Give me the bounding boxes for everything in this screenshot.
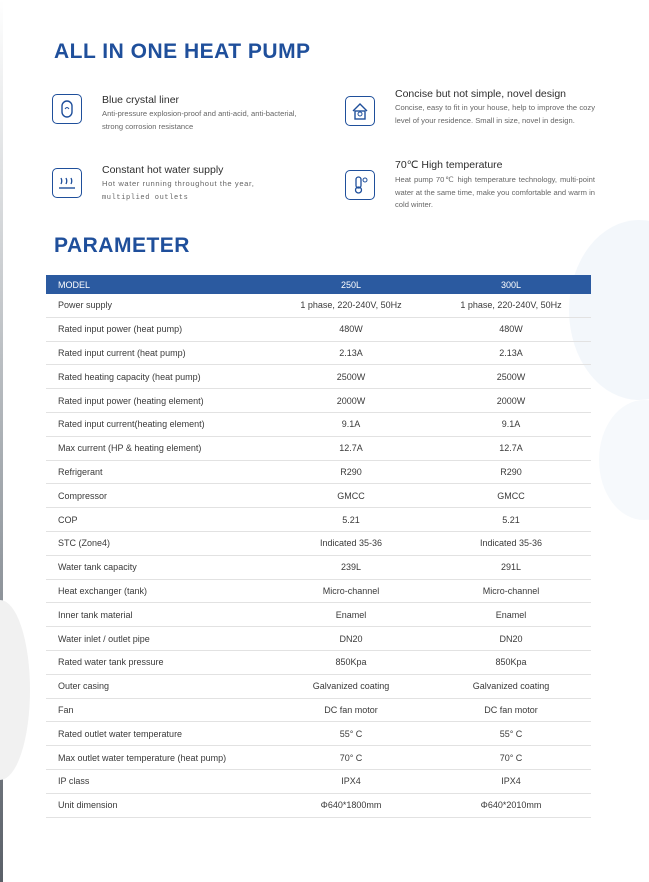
table-row	[46, 294, 591, 317]
cell-value: Indicated 35-36	[431, 531, 591, 555]
table-row	[46, 436, 591, 460]
parameter-table	[46, 275, 591, 818]
cell-value: 12.7A	[271, 436, 431, 460]
cell-value: GMCC	[431, 484, 591, 508]
cell-value: IPX4	[271, 769, 431, 793]
cell-value: Φ640*1800mm	[271, 793, 431, 817]
row-label: Max current (HP & heating element)	[46, 436, 271, 460]
cell-value: 480W	[271, 317, 431, 341]
row-label: Rated water tank pressure	[46, 650, 271, 674]
cell-value: 55° C	[431, 722, 591, 746]
row-label: Rated input power (heating element)	[46, 389, 271, 413]
table-row	[46, 317, 591, 341]
table-row	[46, 412, 591, 436]
main-heading: ALL IN ONE HEAT PUMP	[54, 40, 311, 63]
table-row	[46, 603, 591, 627]
cell-value: 70° C	[431, 746, 591, 770]
cell-value: 291L	[431, 555, 591, 579]
cell-value: Φ640*2010mm	[431, 793, 591, 817]
cell-value: 12.7A	[431, 436, 591, 460]
row-label: Max outlet water temperature (heat pump)	[46, 746, 271, 770]
cell-value: DC fan motor	[271, 698, 431, 722]
feature-title: Constant hot water supply	[102, 164, 224, 176]
cell-value: 2500W	[271, 365, 431, 389]
table-row	[46, 341, 591, 365]
feature-desc-line: multiplied outlets	[102, 193, 189, 202]
row-label: Water tank capacity	[46, 555, 271, 579]
cell-value: IPX4	[431, 769, 591, 793]
cell-value: Micro-channel	[431, 579, 591, 603]
cell-value: DN20	[271, 627, 431, 651]
house-icon	[345, 96, 375, 126]
table-row	[46, 579, 591, 603]
table-header-row	[46, 275, 591, 294]
table-row	[46, 531, 591, 555]
feature-desc: Heat pump 70℃ high temperature technology, multi-point water at the same time, make you comfortable and warm in cold winter.	[395, 175, 595, 209]
cell-value: 5.21	[271, 508, 431, 532]
cell-value: 850Kpa	[271, 650, 431, 674]
row-label: STC (Zone4)	[46, 531, 271, 555]
cell-value: 5.21	[431, 508, 591, 532]
decor-shape	[599, 400, 649, 520]
row-label: Unit dimension	[46, 793, 271, 817]
row-label: IP class	[46, 769, 271, 793]
feature-desc-line: Hot water running throughout the year,	[102, 179, 255, 188]
row-label: Rated input current(heating element)	[46, 412, 271, 436]
cell-value: 1 phase, 220-240V, 50Hz	[431, 294, 591, 317]
cell-value: 2.13A	[431, 341, 591, 365]
row-label: Rated heating capacity (heat pump)	[46, 365, 271, 389]
cell-value: DC fan motor	[431, 698, 591, 722]
feature-title: Blue crystal liner	[102, 94, 180, 106]
liner-icon	[52, 94, 82, 124]
parameter-heading: PARAMETER	[54, 234, 190, 257]
table-row	[46, 746, 591, 770]
column-header: 250L	[340, 279, 362, 290]
row-label: Inner tank material	[46, 603, 271, 627]
row-label: Heat exchanger (tank)	[46, 579, 271, 603]
table-row	[46, 698, 591, 722]
feature-title: 70℃ High temperature	[395, 159, 503, 171]
thermometer-icon	[345, 170, 375, 200]
cell-value: 2500W	[431, 365, 591, 389]
row-label: COP	[46, 508, 271, 532]
table-row	[46, 389, 591, 413]
row-label: Outer casing	[46, 674, 271, 698]
row-label: Rated input power (heat pump)	[46, 317, 271, 341]
cell-value: Enamel	[431, 603, 591, 627]
cell-value: 1 phase, 220-240V, 50Hz	[271, 294, 431, 317]
cell-value: 70° C	[271, 746, 431, 770]
column-header: MODEL	[58, 279, 91, 290]
cell-value: 2000W	[431, 389, 591, 413]
table-row	[46, 722, 591, 746]
row-label: Rated outlet water temperature	[46, 722, 271, 746]
cell-value: 480W	[431, 317, 591, 341]
cell-value: 9.1A	[271, 412, 431, 436]
table-row	[46, 650, 591, 674]
cell-value: R290	[271, 460, 431, 484]
table-row	[46, 508, 591, 532]
cell-value: R290	[431, 460, 591, 484]
table-row	[46, 365, 591, 389]
column-header: 300L	[500, 279, 522, 290]
cell-value: 2.13A	[271, 341, 431, 365]
row-label: Compressor	[46, 484, 271, 508]
table-row	[46, 674, 591, 698]
table-row	[46, 555, 591, 579]
feature-desc: Anti-pressure explosion-proof and anti-acid, anti-bacterial, strong corrosion resistance	[102, 109, 297, 131]
cell-value: 239L	[271, 555, 431, 579]
cell-value: GMCC	[271, 484, 431, 508]
feature-desc: Concise, easy to fit in your house, help to improve the cozy level of your residence. Small in size, novel in design.	[395, 103, 595, 125]
row-label: Water inlet / outlet pipe	[46, 627, 271, 651]
cell-value: DN20	[431, 627, 591, 651]
hot-water-icon	[52, 168, 82, 198]
feature-desc	[102, 178, 307, 204]
cell-value: Enamel	[271, 603, 431, 627]
table-row	[46, 484, 591, 508]
table-row	[46, 627, 591, 651]
cell-value: 850Kpa	[431, 650, 591, 674]
table-row	[46, 460, 591, 484]
row-label: Refrigerant	[46, 460, 271, 484]
row-label: Power supply	[46, 294, 271, 317]
table-body	[46, 294, 591, 817]
cell-value: 9.1A	[431, 412, 591, 436]
row-label: Fan	[46, 698, 271, 722]
cell-value: Indicated 35-36	[271, 531, 431, 555]
cell-value: 2000W	[271, 389, 431, 413]
row-label: Rated input current (heat pump)	[46, 341, 271, 365]
feature-title: Concise but not simple, novel design	[395, 88, 567, 100]
decor-shape	[0, 600, 30, 780]
cell-value: Galvanized coating	[431, 674, 591, 698]
cell-value: Galvanized coating	[271, 674, 431, 698]
table-row	[46, 769, 591, 793]
table-row	[46, 793, 591, 817]
cell-value: 55° C	[271, 722, 431, 746]
cell-value: Micro-channel	[271, 579, 431, 603]
